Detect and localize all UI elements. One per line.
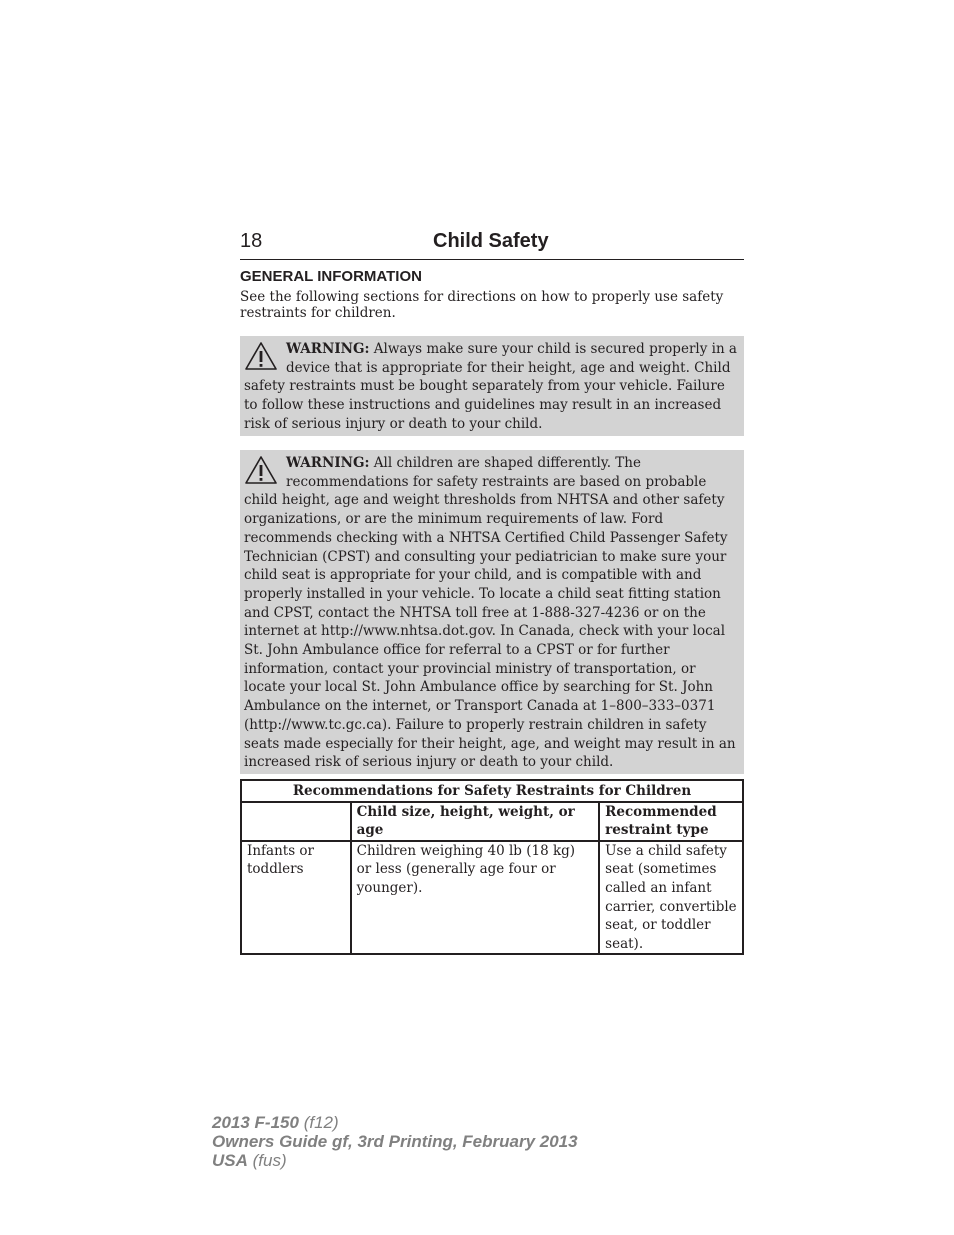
table-cell: Infants or toddlers [241, 841, 351, 955]
section-heading: GENERAL INFORMATION [240, 268, 422, 285]
warning-body: All children are shaped differently. The recommendations for safety restraints are based on probable child height, age and weight thresholds from NHTSA and other safety organizations, or are the minimum requirements of law. Ford recommends checking with a NHTSA Certified Child Passenger Safety Technician (CPST) and consulting your pediatrician to make sure your child seat is appropriate for your child, and is compatible with and properly installed in your vehicle. To locate a child seat fitting station and CPST, contact the NHTSA toll free at 1-888-327-4236 or on the internet at http://www.nhtsa.dot.gov. In Canada, check with your local St. John Ambulance office for referral to a CPST or for further information, contact your provincial ministry of transportation, or locate your local St. John Ambulance office by searching for St. John Ambulance on the internet, or Transport Canada at 1–800–333–0371 (http://www.tc.gc.ca). Failure to properly restrain children in safety seats made especially for their height, age, and weight may result in an increased risk of serious injury or death to your child. [244, 455, 736, 771]
warning-box-2 [240, 450, 744, 774]
table-header-row [241, 802, 743, 841]
footer-line-1 [212, 1113, 578, 1132]
footer-model-code: (f12) [303, 1113, 339, 1132]
footer-guide: Owners Guide gf, 3rd Printing, February 2013 [212, 1132, 578, 1151]
table-cell: Use a child safety seat (sometimes called an infant carrier, convertible seat, or toddler seat). [599, 841, 743, 955]
warning-body: Always make sure your child is secured properly in a device that is appropriate for their height, age and weight. Child safety restraints must be bought separately from your vehicle. Failure to follow these instructions and guidelines may result in an increased risk of serious injury or death to your child. [244, 341, 737, 432]
recommendations-table [240, 779, 744, 955]
footer-market-code: (fus) [252, 1151, 287, 1170]
table-title-row [241, 780, 743, 802]
warning-text-2 [244, 454, 740, 772]
table-cell: Children weighing 40 lb (18 kg) or less (generally age four or younger). [351, 841, 600, 955]
footer-market: USA [212, 1151, 248, 1170]
warning-box-1 [240, 336, 744, 436]
chapter-title: Child Safety [433, 230, 549, 252]
warning-triangle-icon [244, 455, 278, 485]
page-header [240, 228, 744, 260]
table-row [241, 841, 743, 955]
warning-triangle-icon [244, 341, 278, 371]
column-header: Child size, height, weight, or age [351, 802, 600, 841]
table-title: Recommendations for Safety Restraints for Children [241, 780, 743, 802]
warning-label: WARNING: [286, 341, 370, 357]
column-header [241, 802, 351, 841]
warning-label: WARNING: [286, 455, 370, 471]
column-header: Recommended restraint type [599, 802, 743, 841]
footer-model: 2013 F-150 [212, 1113, 299, 1132]
intro-paragraph: See the following sections for directions on how to properly use safety restraints for children. [240, 289, 724, 321]
footer-line-3 [212, 1151, 578, 1170]
page-footer [212, 1113, 578, 1170]
warning-text-1 [244, 340, 740, 434]
page-number: 18 [240, 230, 263, 252]
